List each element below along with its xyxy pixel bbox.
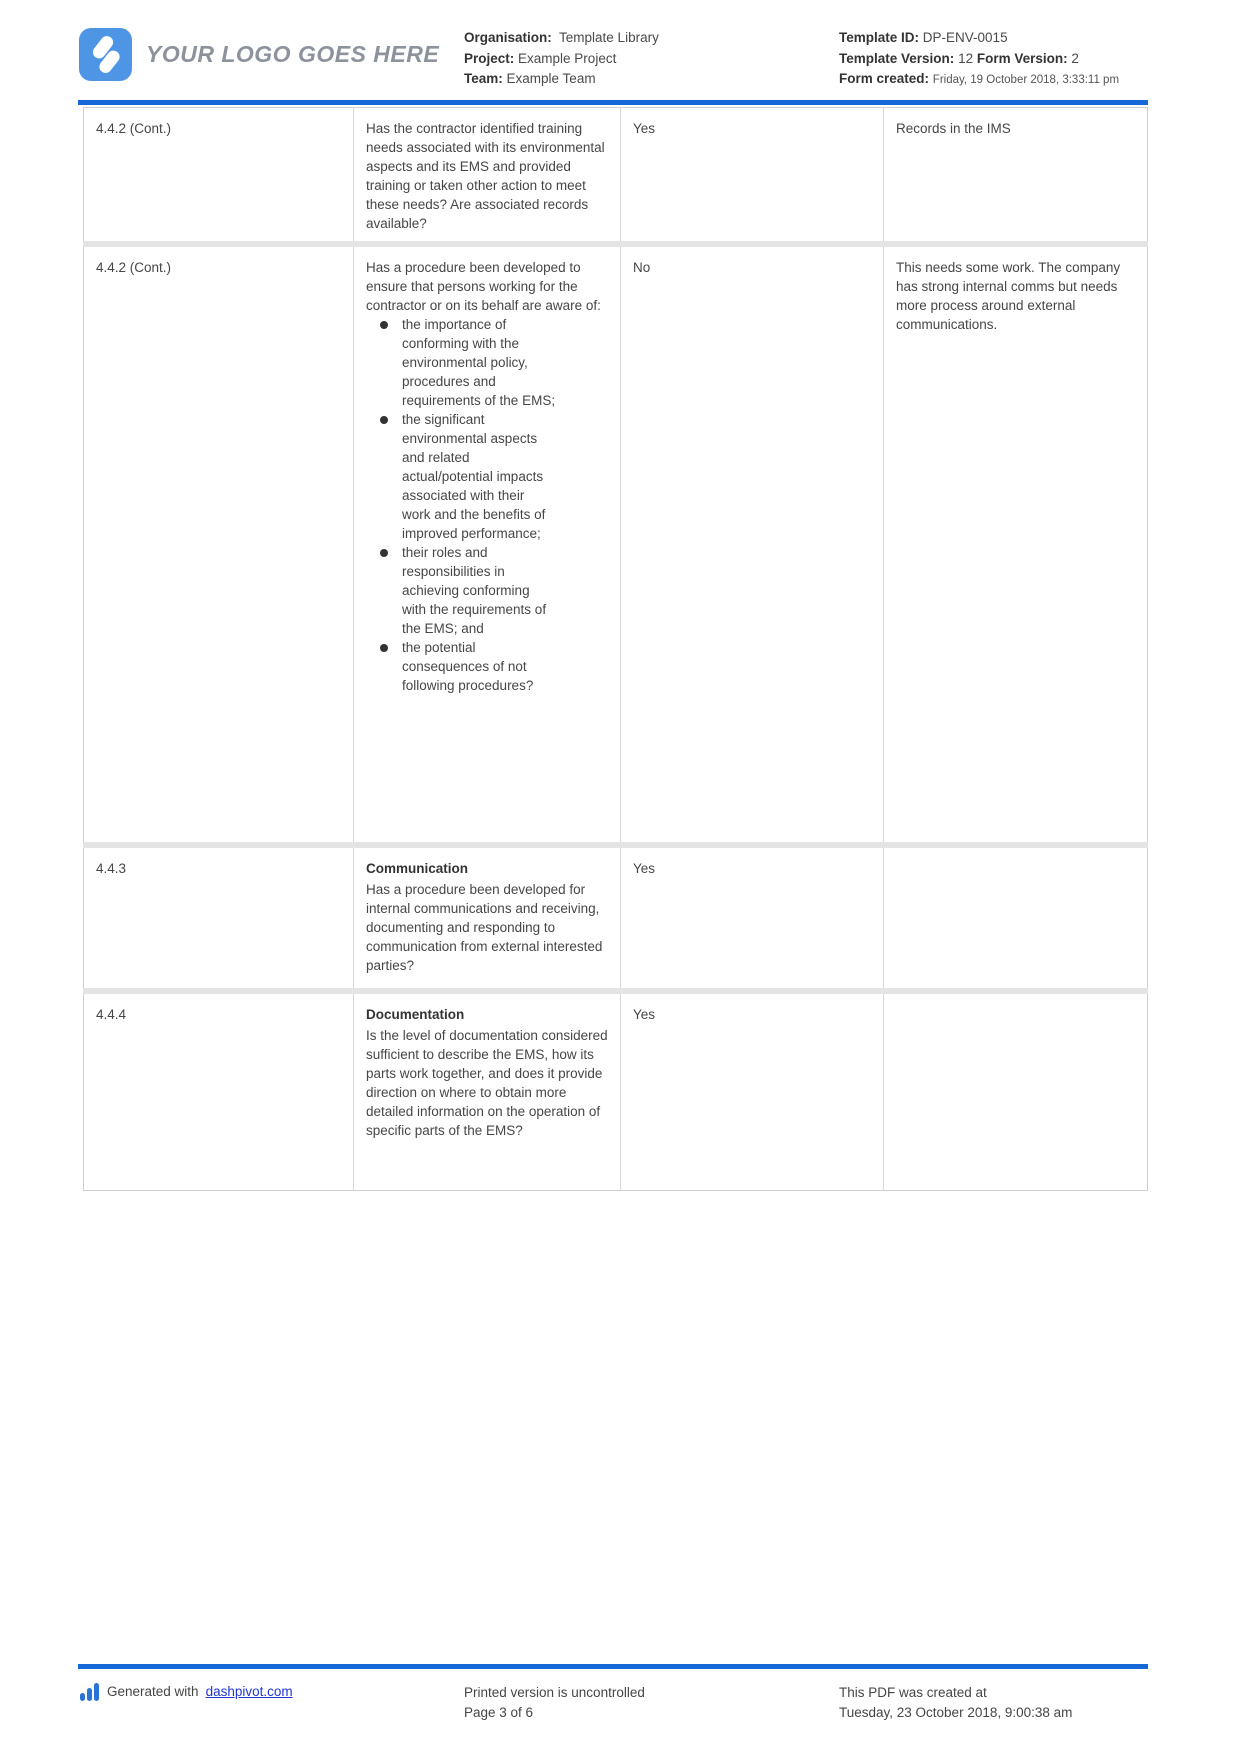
template-id-label: Template ID: bbox=[839, 30, 920, 45]
section-cell: 4.4.2 (Cont.) bbox=[96, 121, 172, 136]
page-number: Page 3 of 6 bbox=[464, 1705, 534, 1720]
answer-cell: Yes bbox=[621, 991, 884, 1190]
project-line bbox=[464, 49, 824, 70]
table-row bbox=[84, 108, 1148, 245]
created-value: Tuesday, 23 October 2018, 9:00:38 am bbox=[839, 1705, 1073, 1720]
bar-chart-icon bbox=[80, 1682, 100, 1701]
template-version-label: Template Version: bbox=[839, 50, 955, 66]
answer-cell: Yes bbox=[621, 108, 884, 245]
logo bbox=[79, 28, 439, 81]
footer-divider bbox=[78, 1664, 1148, 1669]
audit-table bbox=[83, 107, 1148, 1191]
version-line bbox=[839, 49, 1151, 70]
question-text: Has the contractor identified training needs associated with its environmental aspects and its EMS and provided training or taken other action to meet these needs? Are associated records available? bbox=[366, 121, 605, 231]
bullet-item: their roles and responsibilities in achieving conforming with the requirements of the EMS; and bbox=[380, 543, 556, 638]
question-cell bbox=[354, 108, 621, 245]
s-mark-icon bbox=[79, 28, 132, 81]
team-line bbox=[464, 69, 824, 90]
header-meta-left bbox=[464, 28, 824, 90]
logo-text: YOUR LOGO GOES HERE bbox=[146, 41, 440, 67]
organisation-line bbox=[464, 28, 824, 49]
organisation-label: Organisation: bbox=[464, 30, 552, 45]
created-label: This PDF was created at bbox=[839, 1685, 987, 1700]
bullet-item: the potential consequences of not following procedures? bbox=[380, 638, 556, 695]
template-id-value: DP-ENV-0015 bbox=[922, 30, 1008, 45]
project-label: Project: bbox=[464, 50, 515, 66]
question-cell bbox=[354, 244, 621, 845]
comment-cell bbox=[884, 991, 1148, 1190]
footer-created bbox=[839, 1683, 1072, 1723]
answer-cell: Yes bbox=[621, 845, 884, 991]
section-cell: 4.4.3 bbox=[96, 861, 127, 876]
team-label: Team: bbox=[464, 71, 503, 86]
header-meta-right bbox=[839, 28, 1151, 91]
bullet-item: the significant environmental aspects and related actual/potential impacts associated with their work and the benefits of improved performance; bbox=[380, 410, 556, 543]
organisation-value: Template Library bbox=[559, 30, 659, 45]
form-created-label: Form created: bbox=[839, 71, 930, 86]
form-created-value: Friday, 19 October 2018, 3:33:11 pm bbox=[932, 74, 1120, 86]
table-row bbox=[84, 845, 1148, 991]
footer-generated bbox=[80, 1682, 293, 1701]
form-version-value: 2 bbox=[1071, 50, 1079, 66]
team-value: Example Team bbox=[506, 71, 596, 86]
printed-note: Printed version is uncontrolled bbox=[464, 1685, 645, 1700]
project-value: Example Project bbox=[518, 50, 617, 66]
form-created-line bbox=[839, 69, 1151, 91]
question-text: Has a procedure been developed for internal communications and receiving, documenting and responding to communication from external interested parties? bbox=[366, 882, 603, 973]
dashpivot-link[interactable]: dashpivot.com bbox=[205, 1684, 293, 1699]
comment-cell bbox=[884, 845, 1148, 991]
comment-cell: This needs some work. The company has strong internal comms but needs more process around external communications. bbox=[884, 244, 1148, 845]
bullet-item: the importance of conforming with the environmental policy, procedures and requirements of the EMS; bbox=[380, 315, 556, 410]
comment-cell: Records in the IMS bbox=[884, 108, 1148, 245]
form-version-label: Form Version: bbox=[976, 50, 1068, 66]
question-text: Is the level of documentation considered sufficient to describe the EMS, how its parts work together, and does it provide direction on where to obtain more detailed information on the operation of specific parts of the EMS? bbox=[366, 1028, 608, 1138]
question-title: Documentation bbox=[366, 1007, 465, 1022]
bullet-list bbox=[380, 315, 608, 695]
header-divider bbox=[78, 100, 1148, 105]
answer-cell: No bbox=[621, 244, 884, 845]
template-id-line bbox=[839, 28, 1151, 49]
question-title: Communication bbox=[366, 861, 469, 876]
section-cell: 4.4.2 (Cont.) bbox=[96, 260, 172, 275]
question-cell bbox=[354, 845, 621, 991]
question-cell bbox=[354, 991, 621, 1190]
template-version-value: 12 bbox=[958, 50, 974, 66]
table-row bbox=[84, 991, 1148, 1190]
question-text: Has a procedure been developed to ensure that persons working for the contractor or on its behalf are aware of: bbox=[366, 260, 601, 313]
section-cell: 4.4.4 bbox=[96, 1007, 127, 1022]
generated-text: Generated with bbox=[107, 1684, 199, 1699]
footer-page-info bbox=[464, 1683, 645, 1723]
table-row bbox=[84, 244, 1148, 845]
